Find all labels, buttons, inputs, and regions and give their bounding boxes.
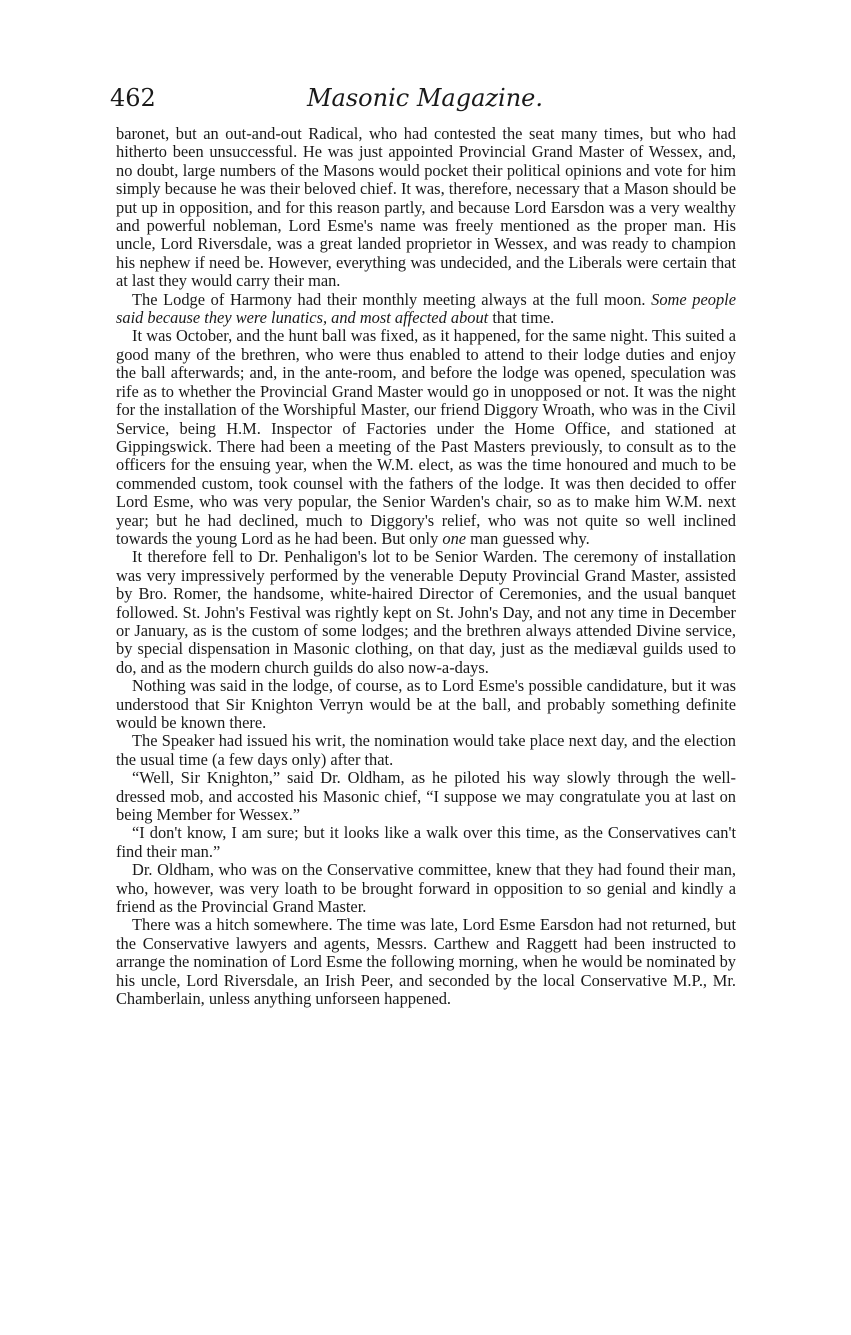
paragraph: It therefore fell to Dr. Penhaligon's lot to be Senior Warden. The ceremony of installation was very impressively performed by the venerable Deputy Provincial Grand Master, assisted by Bro. Romer, the handsome, white-haired Director of Ceremonies, and the usual banquet followed. St. John's Festival was rightly kept on St. John's Day, and not any time in December or January, as is the custom of some lodges; and the brethren always attended Divine service, by special dispensation in Masonic clothing, on that day, just as the mediæval guilds used to do, and as the modern church guilds do also now-a-days. (116, 547, 736, 677)
paragraph: “I don't know, I am sure; but it looks like a walk over this time, as the Conservatives can't find their man.” (116, 823, 736, 861)
paragraph-text: that time. (488, 308, 555, 328)
running-title: Masonic Magazine. (306, 84, 543, 112)
paragraph-text: The Lodge of Harmony had their monthly meeting always at the full moon. (132, 289, 652, 309)
paragraph: The Speaker had issued his writ, the nomination would take place next day, and the election the usual time (a few days only) after that. (116, 731, 736, 769)
paragraph (116, 327, 736, 548)
paragraph: Nothing was said in the lodge, of course, as to Lord Esme's possible candidature, but it was understood that Sir Knighton Verryn would be at the ball, and probably something definite would be known there. (116, 676, 736, 732)
paragraph: “Well, Sir Knighton,” said Dr. Oldham, as he piloted his way slowly through the well-dressed mob, and accosted his Masonic chief, “I suppose we may congratulate you at last on being Member for Wessex.” (116, 768, 736, 825)
italic-text: Some people said because they were lunatics, and most affected about (116, 289, 736, 328)
paragraph-text: It was October, and the hunt ball was fixed, as it happened, for the same night. This suited a good many of the brethren, who were thus enabled to attend to their lodge duties and enjoy the ball afterwards; and, in the ante-room, and before the lodge was opened, speculation was rife as to whether the Provincial Grand Master would go in unopposed or not. It was the night for the installation of the Worshipful Master, our friend Diggory Wroath, who was in the Civil Service, being H.M. Inspector of Factories under the Home Office, and stationed at Gippingswick. There had been a meeting of the Past Masters previously, to consult as to the officers for the ensuing year, when the W.M. elect, as was the time honoured and much to be commended custom, took counsel with the fathers of the lodge. It was then decided to offer Lord Esme, who was very popular, the Senior Warden's chair, so as to make him W.M. next year; but he had declined, much to Diggory's relief, who was not quite so well inclined towards the young Lord as he had been. But only (116, 326, 736, 548)
page-header (110, 84, 740, 118)
paragraph-text: man guessed why. (466, 528, 590, 548)
paragraph: There was a hitch somewhere. The time was late, Lord Esme Earsdon had not returned, but the Conservative lawyers and agents, Messrs. Carthew and Raggett had been instructed to arrange the nomination of Lord Esme the following morning, when he would be nominated by his uncle, Lord Riversdale, an Irish Peer, and seconded by the local Conservative M.P., Mr. Chamberlain, unless anything unforseen happened. (116, 915, 736, 1009)
paragraph: Dr. Oldham, who was on the Conservative committee, knew that they had found their man, who, however, was very loath to be brought forward in opposition to so genial and kindly a friend as the Provincial Grand Master. (116, 860, 736, 917)
article-body (116, 125, 736, 1009)
paragraph: baronet, but an out-and-out Radical, who had contested the seat many times, but who had hitherto been unsuccessful. He was just appointed Provincial Grand Master of Wessex, and, no doubt, large numbers of the Masons would pocket their political opinions and vote for him simply because he was their beloved chief. It was, therefore, necessary that a Mason should be put up in opposition, and for this reason partly, and because Lord Earsdon was a very wealthy and powerful nobleman, Lord Esme's name was freely mentioned as the proper man. His uncle, Lord Riversdale, was a great landed proprietor in Wessex, and was ready to champion his nephew if need be. However, everything was undecided, and the Liberals were certain that at last they would carry their man. (116, 124, 736, 291)
italic-text: one (442, 528, 467, 548)
page-number: 462 (110, 84, 156, 112)
paragraph (116, 291, 736, 328)
